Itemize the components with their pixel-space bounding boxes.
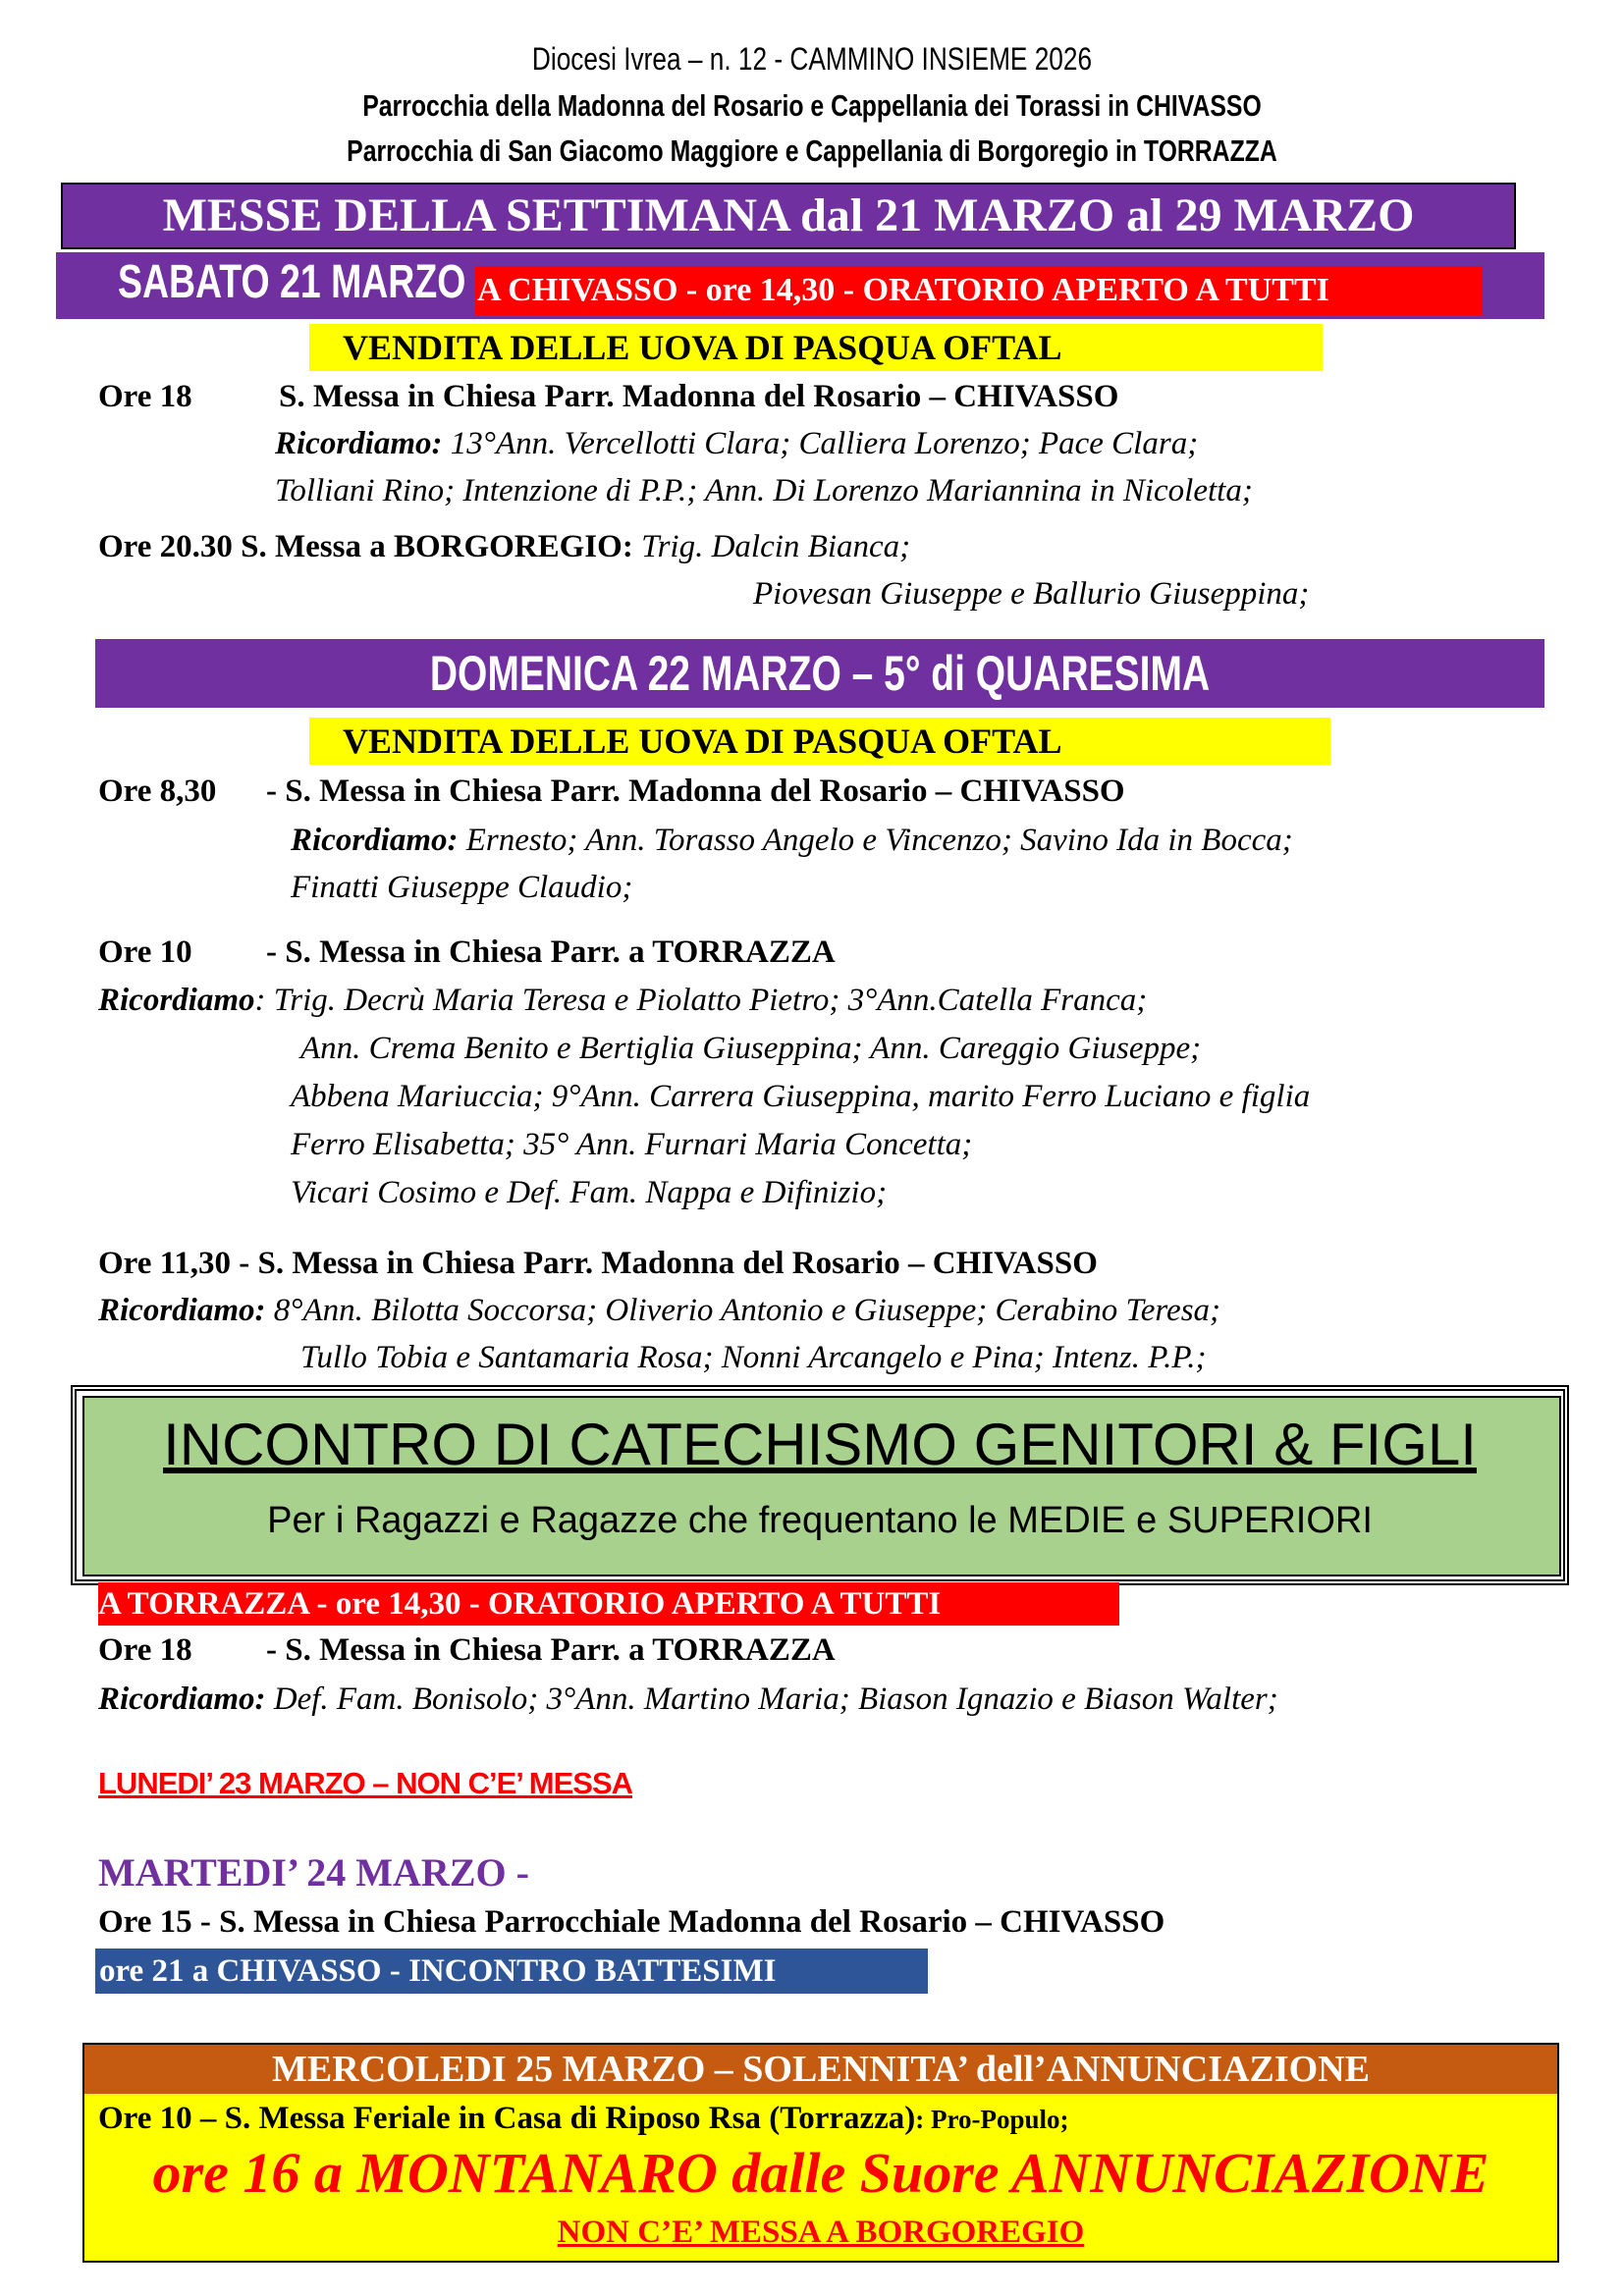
tuesday-mass: Ore 15 - S. Messa in Chiesa Parrocchiale Madonna del Rosario – CHIVASSO xyxy=(98,1904,1165,1940)
torrazza-mass-intentions xyxy=(98,1680,1278,1719)
intentions-text: Ernesto; Ann. Torasso Angelo e Vincenzo; Savino Ida in Bocca; xyxy=(458,823,1293,858)
sat-mass2 xyxy=(98,527,910,566)
sun-mass2-intentions-3: Abbena Mariuccia; 9°Ann. Carrera Giuseppina, marito Ferro Luciano e figlia xyxy=(291,1079,1311,1114)
montanaro-announcement: ore 16 a MONTANARO dalle Suore ANNUNCIAZIONE xyxy=(152,2141,1489,2205)
tuesday-label: MARTEDI’ 24 MARZO - xyxy=(98,1850,529,1895)
diocese-header: Diocesi Ivrea – n. 12 - CAMMINO INSIEME 2026 xyxy=(531,41,1093,77)
sun-mass1-text: - S. Messa in Chiesa Parr. Madonna del Rosario – CHIVASSO xyxy=(266,774,1125,809)
wednesday-header: MERCOLEDI 25 MARZO – SOLENNITA’ dell’ANNUNCIAZIONE xyxy=(84,2045,1557,2094)
ricordiamo-label: Ricordiamo xyxy=(98,983,255,1018)
sun-mass3-intentions-1 xyxy=(98,1291,1220,1330)
ricordiamo-label: Ricordiamo: xyxy=(275,426,443,461)
sat-mass2-intentions-2: Piovesan Giuseppe e Ballurio Giuseppina; xyxy=(753,576,1310,612)
saturday-easter-egg-sale: VENDITA DELLE UOVA DI PASQUA OFTAL xyxy=(309,324,1323,371)
catechism-subtitle: Per i Ragazzi e Ragazze che frequentano le MEDIE e SUPERIORI xyxy=(267,1500,1373,1541)
intentions-text: 13°Ann. Vercellotti Clara; Calliera Lorenzo; Pace Clara; xyxy=(442,426,1199,461)
ricordiamo-label: Ricordiamo: xyxy=(98,1293,266,1328)
wednesday-mass-note: : Pro-Populo; xyxy=(915,2105,1069,2134)
ricordiamo-label: Ricordiamo: xyxy=(98,1682,266,1717)
ricordiamo-label: Ricordiamo: xyxy=(291,823,459,858)
torrazza-oratorio-banner: A TORRAZZA - ore 14,30 - ORATORIO APERTO A TUTTI xyxy=(98,1582,1119,1626)
sunday-easter-egg-sale: VENDITA DELLE UOVA DI PASQUA OFTAL xyxy=(309,718,1330,765)
sun-mass1-intentions-1 xyxy=(291,821,1293,860)
saturday-oratorio-banner: A CHIVASSO - ore 14,30 - ORATORIO APERTO A TUTTI xyxy=(475,266,1483,315)
sat-mass2-intentions-1: Trig. Dalcin Bianca; xyxy=(632,529,911,564)
sat-mass1-time: Ore 18 xyxy=(98,379,192,414)
intentions-text: 8°Ann. Bilotta Soccorsa; Oliverio Antonio e Giuseppe; Cerabino Teresa; xyxy=(265,1293,1221,1328)
parish-chivasso-header: Parrocchia della Madonna del Rosario e Cappellania dei Torassi in CHIVASSO xyxy=(362,88,1262,123)
sun-mass3-head: Ore 11,30 - S. Messa in Chiesa Parr. Madonna del Rosario – CHIVASSO xyxy=(98,1246,1098,1281)
saturday-label: SABATO 21 MARZO xyxy=(118,256,466,308)
borgoregio-no-mass: NON C’E’ MESSA A BORGOREGIO xyxy=(557,2215,1085,2250)
torrazza-mass-time: Ore 18 xyxy=(98,1632,192,1668)
week-title: MESSE DELLA SETTIMANA dal 21 MARZO al 29 MARZO xyxy=(61,183,1516,249)
sat-mass2-head: Ore 20.30 S. Messa a BORGOREGIO: xyxy=(98,529,633,564)
baptism-meeting-banner: ore 21 a CHIVASSO - INCONTRO BATTESIMI xyxy=(95,1949,928,1994)
sun-mass2-intentions-4: Ferro Elisabetta; 35° Ann. Furnari Maria Concetta; xyxy=(291,1127,973,1162)
wednesday-mass-main: Ore 10 – S. Messa Feriale in Casa di Riposo Rsa (Torrazza) xyxy=(98,2101,916,2136)
intentions-text: Def. Fam. Bonisolo; 3°Ann. Martino Maria; Biason Ignazio e Biason Walter; xyxy=(265,1682,1278,1717)
wednesday-mass xyxy=(98,2101,1069,2137)
sunday-label: DOMENICA 22 MARZO – 5° di QUARESIMA xyxy=(429,646,1211,701)
sun-mass2-intentions-1 xyxy=(98,981,1147,1020)
catechism-title: INCONTRO DI CATECHISMO GENITORI & FIGLI xyxy=(163,1412,1477,1477)
sat-mass1-intentions-2: Tolliani Rino; Intenzione di P.P.; Ann. Di Lorenzo Mariannina in Nicoletta; xyxy=(275,473,1253,508)
torrazza-mass-text: - S. Messa in Chiesa Parr. a TORRAZZA xyxy=(266,1632,836,1668)
sun-mass2-text: - S. Messa in Chiesa Parr. a TORRAZZA xyxy=(266,934,836,970)
sun-mass1-intentions-2: Finatti Giuseppe Claudio; xyxy=(291,870,633,905)
sun-mass3-intentions-2: Tullo Tobia e Santamaria Rosa; Nonni Arcangelo e Pina; Intenz. P.P.; xyxy=(300,1340,1207,1375)
parish-torrazza-header: Parrocchia di San Giacomo Maggiore e Cappellania di Borgoregio in TORRAZZA xyxy=(347,133,1277,168)
sun-mass2-intentions-5: Vicari Cosimo e Def. Fam. Nappa e Difinizio; xyxy=(291,1175,888,1210)
intentions-text: : Trig. Decrù Maria Teresa e Piolatto Pietro; 3°Ann.Catella Franca; xyxy=(254,983,1148,1018)
sat-mass1-intentions-1 xyxy=(275,424,1198,463)
sat-mass1-text: S. Messa in Chiesa Parr. Madonna del Rosario – CHIVASSO xyxy=(279,379,1119,414)
sun-mass1-time: Ore 8,30 xyxy=(98,774,217,809)
sun-mass2-intentions-2: Ann. Crema Benito e Bertiglia Giuseppina; Ann. Careggio Giuseppe; xyxy=(300,1031,1202,1066)
sun-mass2-time: Ore 10 xyxy=(98,934,192,970)
monday-notice: LUNEDI’ 23 MARZO – NON C’E’ MESSA xyxy=(98,1766,633,1800)
